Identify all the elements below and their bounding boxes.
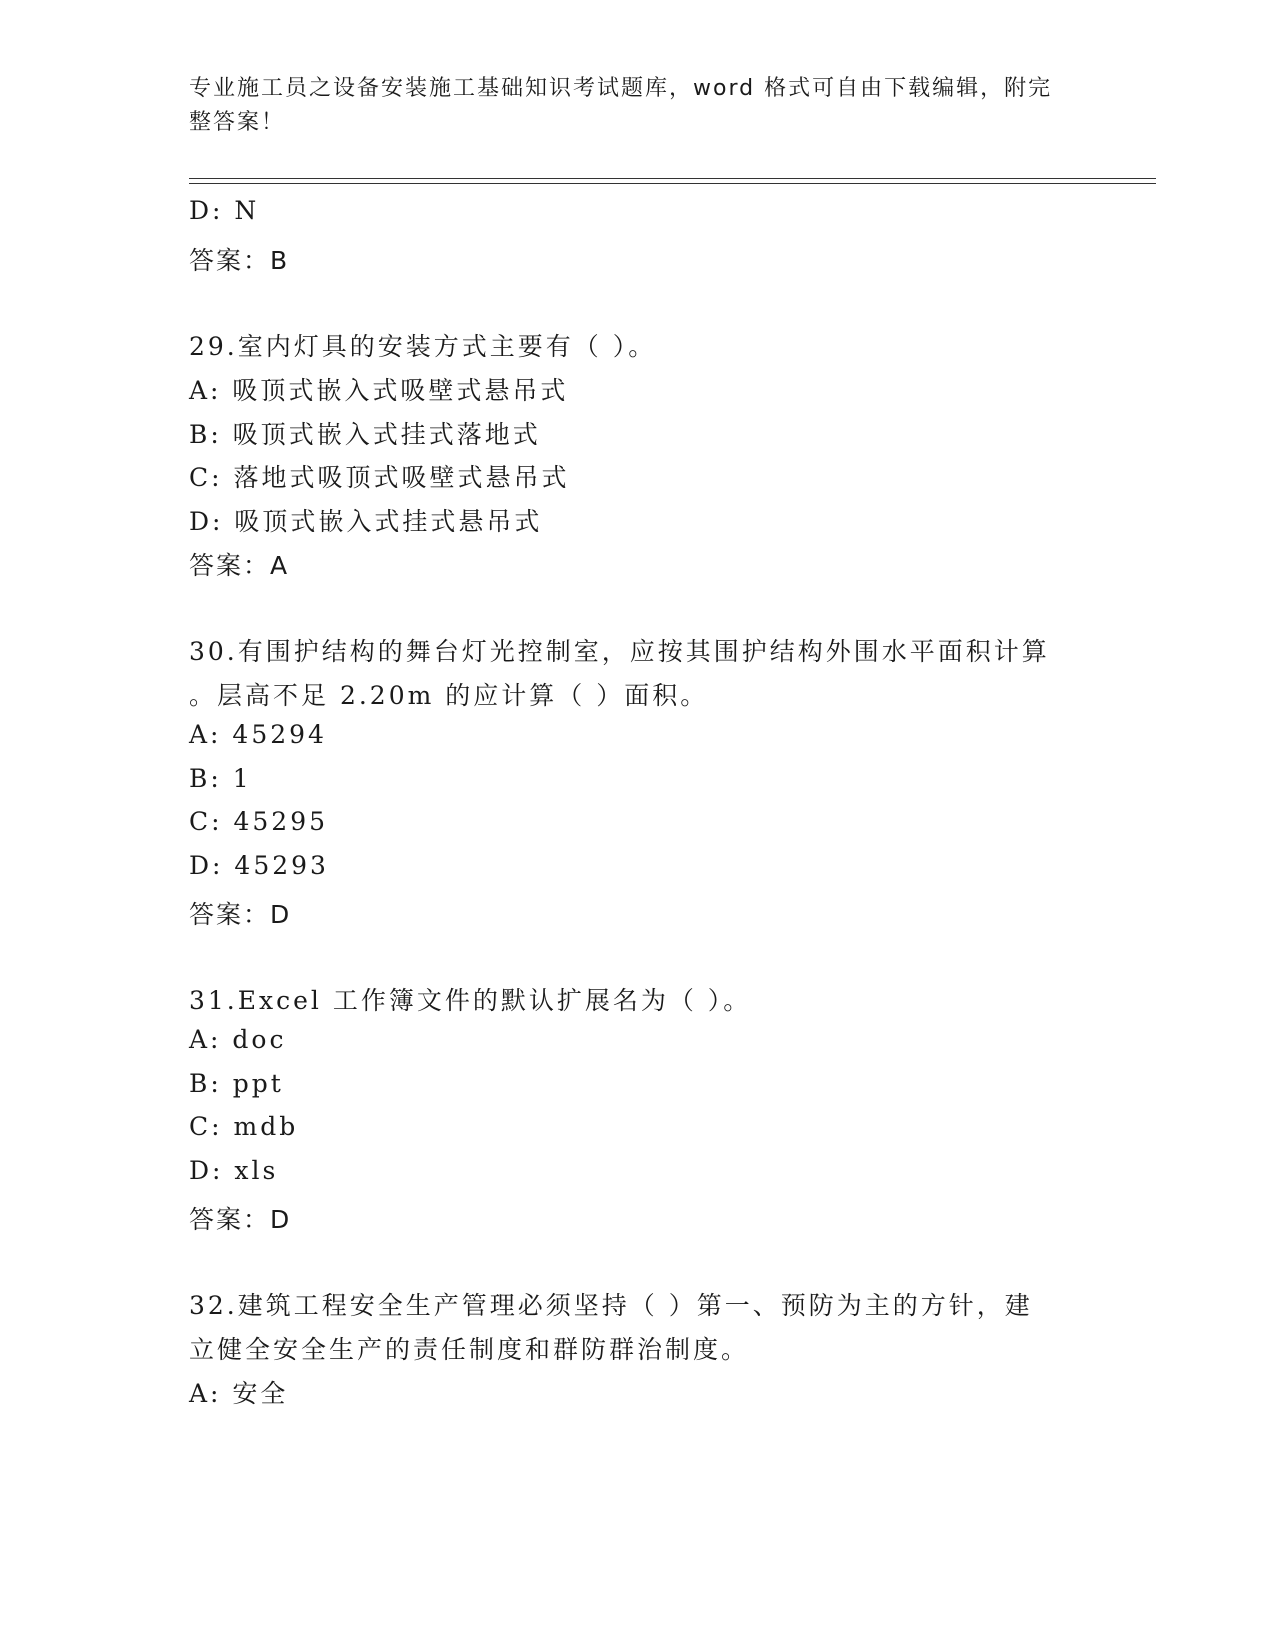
q29-option-a: A: 吸顶式嵌入式吸壁式悬吊式 <box>189 376 569 405</box>
q28-answer: 答案：B <box>189 246 290 275</box>
q32-option-a: A: 安全 <box>189 1379 289 1408</box>
q29-stem: 29.室内灯具的安装方式主要有（ ）。 <box>189 332 657 361</box>
q31-option-c: C: mdb <box>189 1112 299 1141</box>
document-header <box>189 72 1069 140</box>
q32-stem-line-1: 32.建筑工程安全生产管理必须坚持（ ）第一、预防为主的方针，建 <box>189 1291 1033 1320</box>
q31-option-d: D: xls <box>189 1156 279 1185</box>
q30-option-a: A: 45294 <box>189 720 327 749</box>
q29-option-d: D: 吸顶式嵌入式挂式悬吊式 <box>189 507 543 536</box>
q29-option-b: B: 吸顶式嵌入式挂式落地式 <box>189 420 541 449</box>
q31-option-b: B: ppt <box>189 1069 284 1098</box>
q31-stem: 31.Excel 工作簿文件的默认扩展名为（ ）。 <box>189 986 752 1015</box>
q29-option-c: C: 落地式吸顶式吸壁式悬吊式 <box>189 463 570 492</box>
q30-stem-line-1: 30.有围护结构的舞台灯光控制室，应按其围护结构外围水平面积计算 <box>189 637 1050 666</box>
q29-answer: 答案：A <box>189 551 290 580</box>
q31-option-a: A: doc <box>189 1025 287 1054</box>
header-title-line-2: 整答案！ <box>189 110 286 135</box>
header-divider-bottom <box>189 183 1156 184</box>
q28-option-d: D: N <box>189 196 260 225</box>
header-title-line-1: 专业施工员之设备安装施工基础知识考试题库，word 格式可自由下载编辑，附完 <box>189 76 1053 101</box>
q32-stem-line-2: 立健全安全生产的责任制度和群防群治制度。 <box>189 1335 750 1364</box>
q30-option-b: B: 1 <box>189 764 252 793</box>
header-divider-top <box>189 178 1156 179</box>
q30-answer: 答案：D <box>189 900 292 929</box>
q31-answer: 答案：D <box>189 1205 292 1234</box>
q30-stem-line-2: 。层高不足 2.20m 的应计算（ ）面积。 <box>189 681 709 710</box>
q30-option-c: C: 45295 <box>189 807 329 836</box>
q30-option-d: D: 45293 <box>189 851 329 880</box>
